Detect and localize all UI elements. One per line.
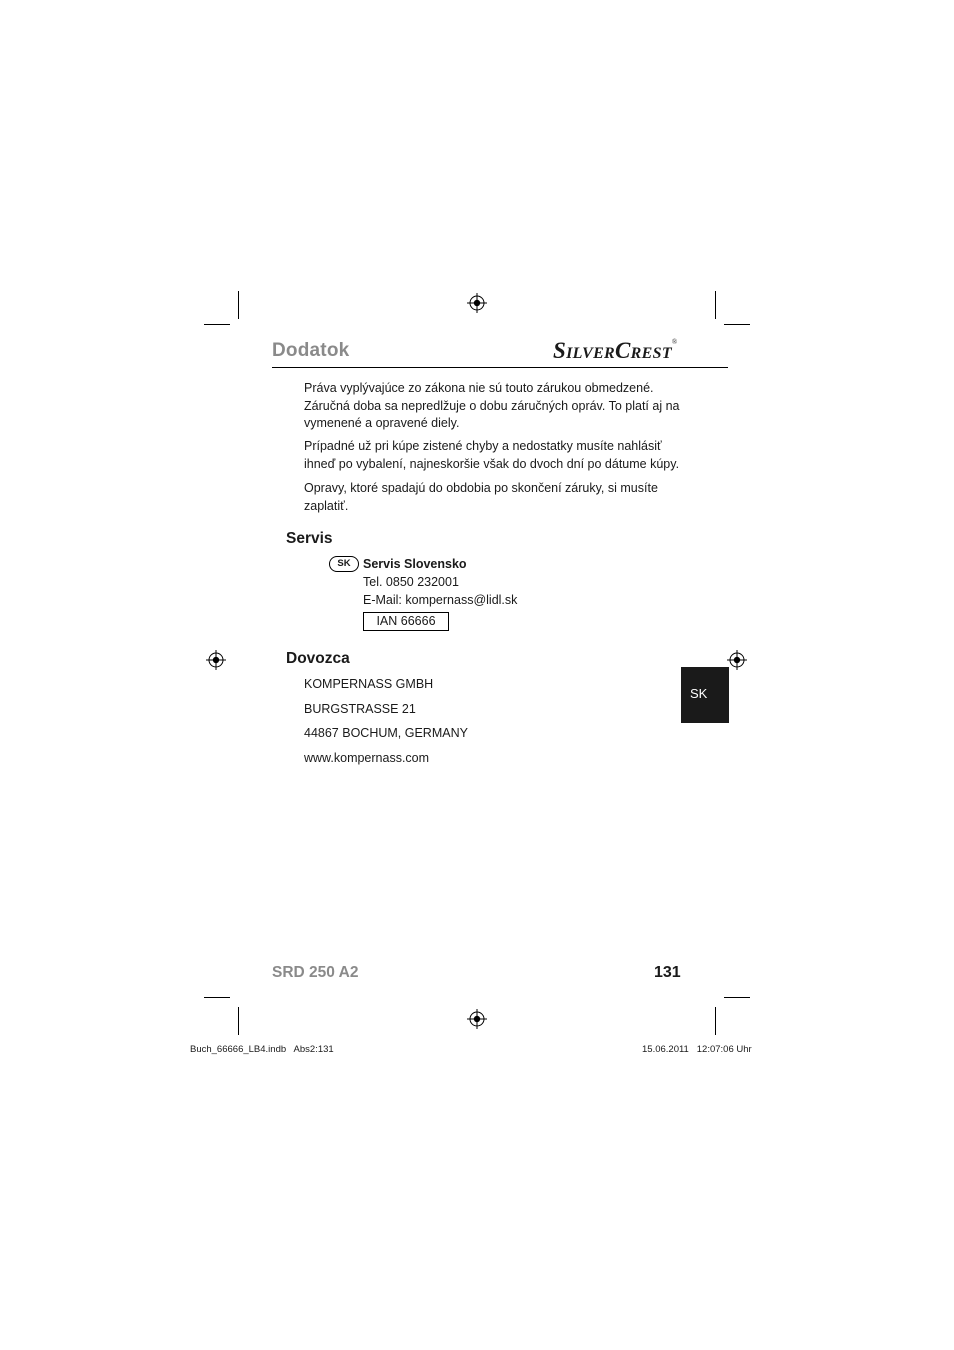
model-number: SRD 250 A2 [272,964,359,981]
ian-box: IAN 66666 [363,612,449,631]
crop-mark [724,997,750,998]
crop-mark [715,291,716,319]
importer-line: 44867 BOCHUM, GERMANY [304,726,468,740]
crop-mark [238,1007,239,1035]
importer-line: BURGSTRASSE 21 [304,702,416,716]
print-slug-file: Buch_66666_LB4.indb Abs2:131 [190,1044,334,1055]
registration-mark-icon [467,1009,487,1029]
language-tab [681,667,729,723]
warranty-paragraph: Prípadné už pri kúpe zistené chyby a nedostatky musíte nahlásiť ihneď po vybalení, najneskoršie však do dvoch dní po dátume kúpy. [304,439,680,471]
brand-logo: SILVERCREST® [553,338,678,363]
crop-mark [715,1007,716,1035]
page-number: 131 [654,964,681,981]
language-tab-label: SK [690,686,708,701]
country-badge: SK [329,556,359,572]
warranty-paragraph: Opravy, ktoré spadajú do obdobia po skončení záruky, si musíte zaplatiť. [304,481,658,513]
importer-line: KOMPERNASS GMBH [304,677,434,691]
service-name: Servis Slovensko [363,557,467,571]
importer-website: www.kompernass.com [304,751,430,765]
crop-mark [204,324,230,325]
registration-mark-icon [467,293,487,313]
service-heading: Servis [286,530,333,547]
service-phone: Tel. 0850 232001 [363,575,459,589]
crop-mark [724,324,750,325]
service-email: E-Mail: kompernass@lidl.sk [363,593,518,607]
warranty-paragraph: Práva vyplývajúce zo zákona nie sú touto zárukou obmedzené. Záručná doba sa nepredlžuje o dobu záručných opráv. To platí aj na vymenené a opravené diely. [304,381,680,430]
section-title: Dodatok [272,340,350,361]
crop-mark [204,997,230,998]
importer-heading: Dovozca [286,650,350,667]
registration-mark-icon [206,650,226,670]
crop-mark [238,291,239,319]
print-slug-timestamp: 15.06.2011 12:07:06 Uhr [642,1044,752,1055]
header-rule [272,367,728,368]
registration-mark-icon [727,650,747,670]
